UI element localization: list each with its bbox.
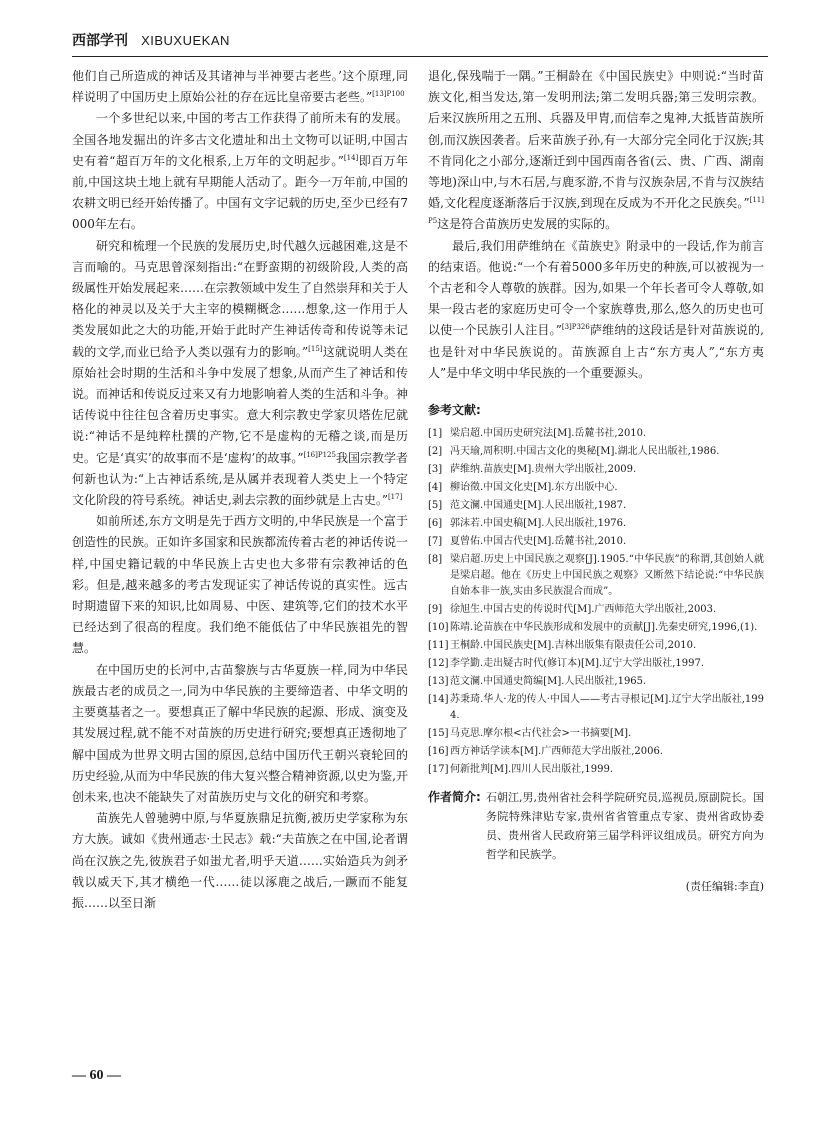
reference-number: [5] bbox=[428, 500, 443, 512]
page-number: — 60 — bbox=[72, 1068, 121, 1083]
reference-text: 冯天瑜,周积明.中国古文化的奥秘[M].湖北人民出版社,1986. bbox=[450, 446, 720, 458]
author-bio-label: 作者简介: bbox=[428, 790, 481, 805]
reference-number: [2] bbox=[428, 446, 443, 458]
reference-text: 马克思.摩尔根<古代社会>一书摘要[M]. bbox=[450, 728, 632, 740]
paragraph: 苗族先人曾驰骋中原,与华夏族鼎足抗衡,被历史学家称为东方大族。诚如《贵州通志·土民志》载:“夫苗族之在中国,论者谓尚在汉族之先,彼族君子如蚩尤者,明乎天道……实始造兵为剑矛戟以威天下,其才横绝一代……徒以涿鹿之战后,一蹶而不能复振……以至日渐 bbox=[72, 811, 408, 910]
reference-number: [1] bbox=[428, 428, 443, 440]
reference-number: [11] bbox=[428, 640, 449, 652]
reference-item bbox=[428, 744, 764, 760]
reference-text: 李学勤.走出疑古时代(修订本)[M].辽宁大学出版社,1997. bbox=[450, 658, 705, 670]
reference-text: 夏曾佑.中国古代史[M].岳麓书社,2010. bbox=[450, 536, 627, 548]
paragraph: 一个多世纪以来,中国的考古工作获得了前所未有的发展。全国各地发掘出的许多古文化遗址和出土文物可以证明,中国古史有着“超百万年的文化根系,上万年的文明起步。”[14]即百万年前,中国这块土地上就有早期能人活动了。距今一万年前,中国的农耕文明已经开始传播了。中国有文字记载的历史,至少已经有7000年左右。 bbox=[72, 111, 408, 232]
reference-number: [17] bbox=[428, 764, 449, 776]
reference-text: 梁启超.中国历史研究法[M].岳麓书社,2010. bbox=[450, 428, 647, 440]
author-bio bbox=[428, 788, 764, 864]
reference-number: [9] bbox=[428, 604, 443, 616]
reference-item bbox=[428, 480, 764, 496]
reference-text: 西方神话学读本[M].广西师范大学出版社,2006. bbox=[450, 746, 664, 758]
reference-item bbox=[428, 552, 764, 600]
reference-number: [6] bbox=[428, 518, 443, 530]
references-title: 参考文献: bbox=[428, 403, 481, 418]
reference-number: [15] bbox=[428, 728, 449, 740]
header-rule bbox=[72, 56, 768, 57]
reference-text: 萨维纳.苗族史[M].贵州大学出版社,2009. bbox=[450, 464, 637, 476]
paragraph: 如前所述,东方文明是先于西方文明的,中华民族是一个富于创造性的民族。正如许多国家和民族都流传着古老的神话传说一样,中国史籍记载的中华民族上古史也大多带有宗教神话的色彩。但是,越来越多的考古发现证实了神话传说的真实性。远古时期遗留下来的知识,比如周易、中医、建筑等,它们的技术水平已经达到了很高的程度。我们绝不能低估了中华民族祖先的智慧。 bbox=[72, 514, 409, 656]
reference-text: 陈靖.论苗族在中华民族形成和发展中的贡献[J].先秦史研究,1996,(1). bbox=[450, 622, 758, 634]
reference-text: 范文澜.中国通史[M].人民出版社,1987. bbox=[450, 500, 627, 512]
reference-item bbox=[428, 726, 764, 742]
reference-text: 徐旭生.中国古史的传说时代[M].广西师范大学出版社,2003. bbox=[450, 604, 717, 616]
reference-number: [16] bbox=[428, 746, 449, 758]
reference-item bbox=[428, 444, 764, 460]
paragraph: 研究和梳理一个民族的发展历史,时代越久远越困难,这是不言而喻的。马克思曾深刻指出:“在野蛮期的初级阶段,人类的高级属性开始发展起来……在宗教领域中发生了自然崇拜和关于人格化的神灵以及关于大主宰的模糊概念……想象,这一作用于人类发展如此之大的功能,开始于此时产生神话传奇和传说等未记载的文学,而业已给予人类以强有力的影响。”[15]这就说明人类在原始社会时期的生活和斗争中发展了想象,从而产生了神话和传说。而神话和传说反过来又有力地影响着人类的生活和斗争。神话传说中往往包含着历史事实。意大利宗教史学家贝塔佐尼就说:“神话不是纯粹杜撰的产物,它不是虚构的无稽之谈,而是历史。它是‘真实’的故事而不是‘虚构’的故事。”$^{[16]P125}$我国宗教学者何新也认为:“上古神话系统,是从属并表现着人类史上一个特定文化阶段的符号系统。神话史,剥去宗教的面纱就是上古史。”[17] bbox=[72, 238, 409, 508]
reference-item bbox=[428, 620, 764, 636]
reference-text: 王桐龄.中国民族史[M].吉林出版集有限责任公司,2010. bbox=[450, 640, 697, 652]
reference-item bbox=[428, 602, 764, 618]
reference-text: 梁启超.历史上中国民族之观察[J].1905.“中华民族”的称谓,其创始人就是梁启超。他在《历史上中国民族之观察》又断然下结论说:“中华民族自始本非一族,实由多民族混合而成”。 bbox=[450, 554, 764, 598]
reference-number: [8] bbox=[428, 554, 443, 566]
reference-item bbox=[428, 426, 764, 442]
reference-text: 苏秉琦.华人·龙的传人·中国人——考古寻根记[M].辽宁大学出版社,1994. bbox=[450, 694, 764, 722]
reference-item bbox=[428, 638, 764, 654]
reference-item bbox=[428, 762, 764, 778]
reference-number: [10] bbox=[428, 622, 449, 634]
reference-number: [14] bbox=[428, 694, 449, 706]
reference-item bbox=[428, 692, 764, 724]
reference-item bbox=[428, 462, 764, 478]
paragraph: 最后,我们用萨维纳在《苗族史》附录中的一段话,作为前言的结束语。他说:“一个有着5000多年历史的种族,可以被视为一个古老和令人尊敬的族群。因为,如果一个年长者可令人尊敬,如果一段古老的家庭历史可令一个家族尊贵,那么,悠久的历史也可以使一个民族引人注目。”$^{[3]P326}$萨维纳的这段话是针对苗族说的,也是针对中华民族说的。苗族源自上古“东方夷人”,“东方夷人”是中华文明中华民族的一个重要源头。 bbox=[428, 238, 764, 380]
reference-list bbox=[428, 426, 764, 778]
reference-item bbox=[428, 534, 764, 550]
reference-number: [4] bbox=[428, 482, 443, 494]
reference-number: [12] bbox=[428, 658, 449, 670]
paragraph: 退化,保残喘于一隅。”王桐龄在《中国民族史》中则说:“当时苗族文化,相当发达,第一发明刑法;第二发明兵器;第三发明宗教。后来汉族所用之五刑、兵器及甲胄,而信奉之鬼神,大抵皆苗族所创,而汉族因袭者。后来苗族子孙,有一大部分完全同化于汉族;其不肯同化之小部分,逐渐迁到中国西南各省(云、贵、广西、湖南等地)深山中,与木石居,与鹿豕游,不肯与汉族杂居,不肯与汉族结婚,文化程度逐渐落后于汉族,到现在反成为不开化之民族矣。”$^{[11]P5}$这是符合苗族历史发展的实际的。 bbox=[428, 69, 764, 232]
reference-number: [7] bbox=[428, 536, 443, 548]
right-column bbox=[428, 66, 764, 896]
journal-title: 西部学刊 bbox=[72, 33, 128, 49]
reference-number: [13] bbox=[428, 676, 449, 688]
journal-pinyin: XIBUXUEKAN bbox=[141, 33, 230, 48]
reference-text: 范文澜.中国通史简编[M].人民出版社,1965. bbox=[450, 676, 647, 688]
author-bio-text: 石朝江,男,贵州省社会科学院研究员,巡视员,原副院长。国务院特殊津贴专家,贵州省省管重点专家、贵州省政协委员、贵州省人民政府第三届学科评议组成员。研究方向为哲学和民族学。 bbox=[486, 791, 764, 862]
editor-note: (责任编辑:李直) bbox=[685, 880, 764, 894]
reference-item bbox=[428, 516, 764, 532]
running-header bbox=[72, 30, 768, 52]
paragraph: 他们自己所造成的神话及其诸神与半神要古老些。’这个原理,同样说明了中国历史上原始公社的存在远比皇帝要古老些。”$^{[13]P100}$ bbox=[72, 69, 408, 105]
left-column bbox=[72, 66, 408, 914]
reference-item bbox=[428, 674, 764, 690]
reference-number: [3] bbox=[428, 464, 443, 476]
paragraph: 在中国历史的长河中,古苗黎族与古华夏族一样,同为中华民族最古老的成员之一,同为中华民族的主要缔造者、中华文明的主要奠基者之一。要想真正了解中华民族的起源、形成、演变及其发展过程,就不能不对苗族的历史进行研究;要想真正透彻地了解中国成为世界文明古国的原因,总结中国历代王朝兴衰轮回的历史经验,从而为中华民族的伟大复兴整合精神资源,以史为鉴,开创未来,也决不能缺失了对苗族历史与文化的研究和考察。 bbox=[72, 662, 409, 804]
reference-item bbox=[428, 656, 764, 672]
reference-text: 柳诒徵.中国文化史[M].东方出版中心. bbox=[450, 482, 618, 494]
reference-text: 郭沫若.中国史稿[M].人民出版社,1976. bbox=[450, 518, 627, 530]
reference-text: 何新批判[M].四川人民出版社,1999. bbox=[450, 764, 614, 776]
reference-item bbox=[428, 498, 764, 514]
